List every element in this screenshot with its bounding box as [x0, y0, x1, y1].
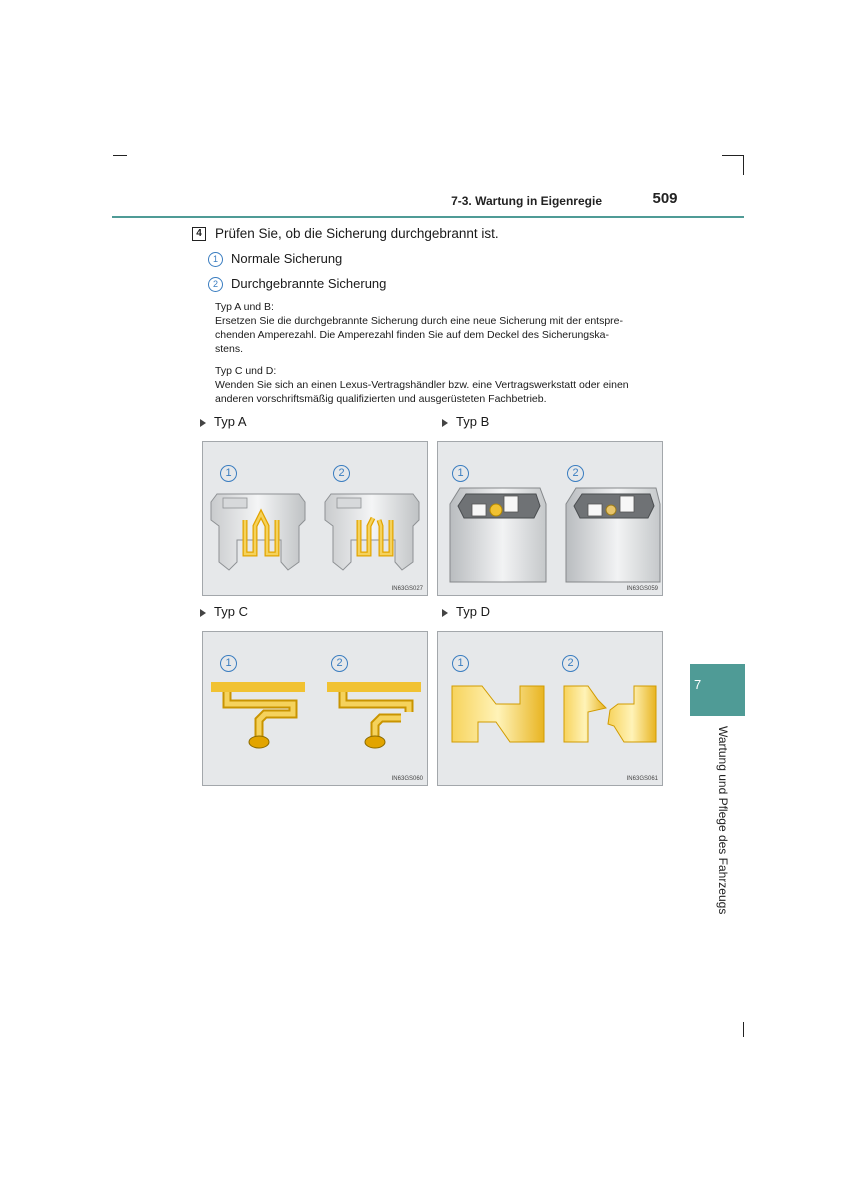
- marker-circle: 2: [208, 277, 223, 292]
- marker-circle: 2: [567, 465, 584, 482]
- figure-code: IN63GS060: [391, 776, 423, 782]
- note-line: Ersetzen Sie die durchgebrannte Sicherung durch eine neue Sicherung mit der entspre-: [215, 315, 623, 327]
- marker-circle: 2: [333, 465, 350, 482]
- crop-mark-bottom-right: [743, 1022, 744, 1037]
- figure-label-typ-d: Typ D: [442, 604, 490, 619]
- step-text: Prüfen Sie, ob die Sicherung durchgebrannt ist.: [215, 226, 499, 241]
- figure-code: IN63GS027: [391, 586, 423, 592]
- figure-code: IN63GS061: [626, 776, 658, 782]
- marker-circle: 1: [452, 465, 469, 482]
- triangle-bullet-icon: [442, 609, 448, 617]
- figure-typ-d: [437, 631, 663, 786]
- section-title: 7-3. Wartung in Eigenregie: [451, 194, 602, 208]
- blown-fuse-a: [325, 494, 419, 570]
- marker-circle: 1: [208, 252, 223, 267]
- figure-typ-b: [437, 441, 663, 596]
- figure-code: IN63GS059: [626, 586, 658, 592]
- fuse-type-c-illustration: [203, 632, 429, 787]
- note-line: chenden Amperezahl. Die Amperezahl finden Sie auf dem Deckel des Sicherungska-: [215, 329, 609, 341]
- note-title: Typ C und D:: [215, 365, 277, 377]
- marker-circle: 2: [562, 655, 579, 672]
- marker-circle: 1: [220, 655, 237, 672]
- blown-fuse-d: [564, 686, 656, 742]
- triangle-bullet-icon: [442, 419, 448, 427]
- note-line: stens.: [215, 343, 244, 355]
- note-type-ab: [215, 300, 660, 356]
- note-type-cd: [215, 364, 660, 406]
- figure-label-typ-b: Typ B: [442, 414, 489, 429]
- triangle-bullet-icon: [200, 419, 206, 427]
- chapter-number: 7: [694, 677, 702, 692]
- fuse-type-a-illustration: [203, 442, 429, 597]
- normal-fuse-b: [450, 488, 546, 582]
- normal-fuse-c: [211, 682, 305, 748]
- crop-mark-top-right-h: [722, 155, 744, 156]
- note-line: anderen vorschriftsmäßig qualifizierten und ausgerüsteten Fachbetrieb.: [215, 393, 547, 405]
- figure-label-typ-c: Typ C: [200, 604, 248, 619]
- step-number-box: 4: [192, 227, 206, 241]
- figure-label-typ-a: Typ A: [200, 414, 247, 429]
- marker-circle: 1: [452, 655, 469, 672]
- crop-mark-top-left: [113, 155, 127, 156]
- page-number: 509: [652, 190, 678, 207]
- blown-fuse-b: [566, 488, 660, 582]
- crop-mark-top-right-v: [743, 155, 744, 175]
- note-title: Typ A und B:: [215, 301, 274, 313]
- header-rule: [112, 216, 744, 218]
- fuse-type-d-illustration: [438, 632, 664, 787]
- note-line: Wenden Sie sich an einen Lexus-Vertragshändler bzw. eine Vertragswerkstatt oder einen: [215, 379, 629, 391]
- figure-typ-a: [202, 441, 428, 596]
- triangle-bullet-icon: [200, 609, 206, 617]
- blown-fuse-c: [327, 682, 421, 748]
- marker-circle: 1: [220, 465, 237, 482]
- item-normal-fuse: Normale Sicherung: [231, 251, 343, 266]
- marker-circle: 2: [331, 655, 348, 672]
- figure-typ-c: [202, 631, 428, 786]
- item-blown-fuse: Durchgebrannte Sicherung: [231, 276, 387, 291]
- normal-fuse-d: [452, 686, 544, 742]
- normal-fuse-a: [211, 494, 305, 570]
- chapter-title-vertical: Wartung und Pflege des Fahrzeugs: [716, 726, 730, 915]
- fuse-type-b-illustration: [438, 442, 664, 597]
